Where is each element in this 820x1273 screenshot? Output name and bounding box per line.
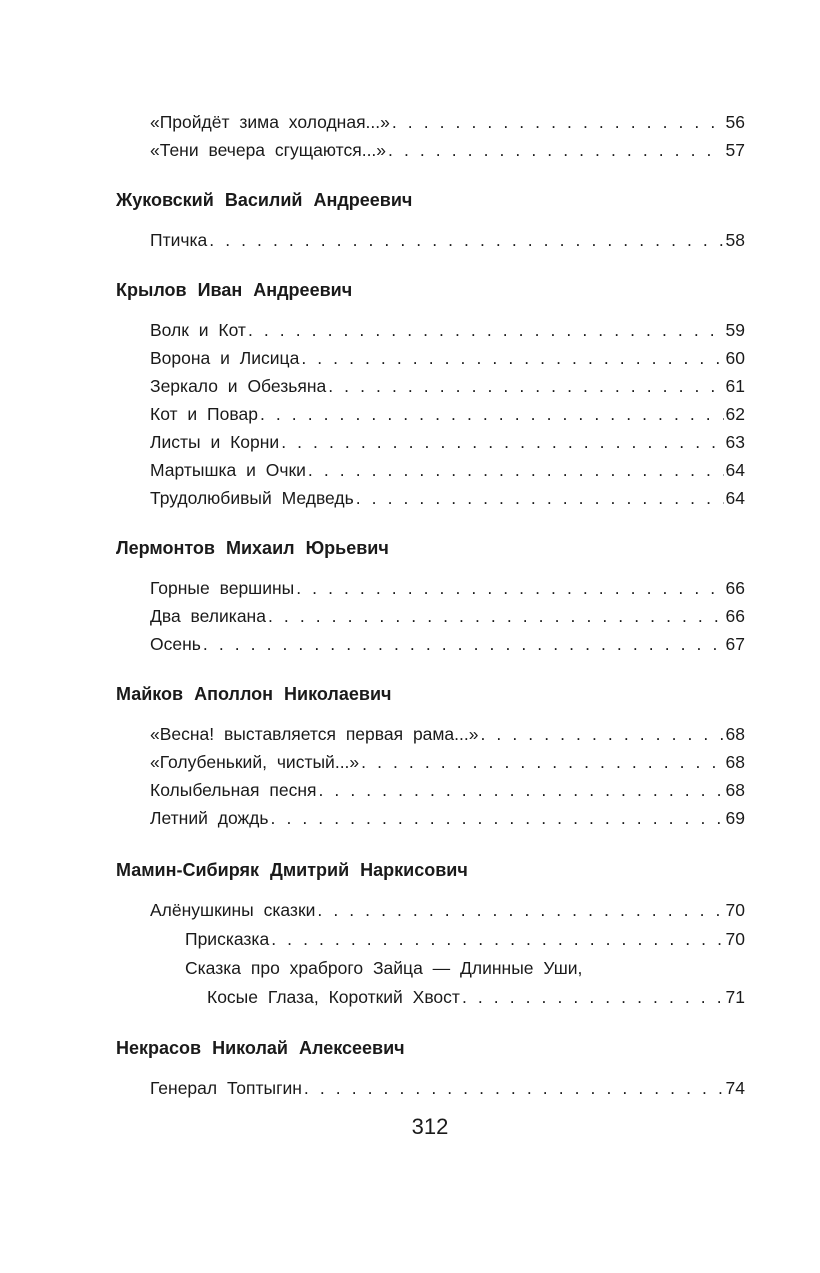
entry-page: 70	[725, 929, 745, 949]
entry-page: 57	[725, 140, 745, 160]
entry-page: 58	[725, 230, 745, 250]
dot-leader	[281, 430, 723, 454]
dot-leader	[317, 898, 723, 922]
entry-page: 68	[725, 724, 745, 744]
entry-title: Птичка	[150, 230, 208, 250]
author-heading: Мамин-Сибиряк Дмитрий Наркисович	[116, 860, 468, 880]
toc-entry[interactable]	[150, 632, 745, 656]
entry-title: Мартышка и Очки	[150, 460, 306, 480]
entry-title: «Тени вечера сгущаются...»	[150, 140, 387, 160]
entry-title: «Пройдёт зима холодная...»	[150, 112, 390, 132]
entry-title: Зеркало и Обезьяна	[150, 376, 327, 396]
dot-leader	[271, 927, 723, 951]
dot-leader	[304, 1076, 724, 1100]
dot-leader	[318, 778, 723, 802]
entry-title: Осень	[150, 634, 201, 654]
entry-title: Колыбельная песня	[150, 780, 317, 800]
page-number: 312	[411, 1114, 449, 1139]
author-heading: Лермонтов Михаил Юрьевич	[116, 538, 389, 558]
toc-entry[interactable]	[150, 138, 745, 162]
entry-title: Волк и Кот	[150, 320, 246, 340]
entry-page: 66	[725, 606, 745, 626]
entry-page: 67	[725, 634, 745, 654]
toc-entry[interactable]	[185, 956, 745, 980]
entry-title: Трудолюбивый Медведь	[150, 488, 354, 508]
dot-leader	[308, 458, 724, 482]
toc-entry[interactable]	[150, 1076, 745, 1100]
toc-entry[interactable]	[150, 722, 745, 746]
entry-page: 62	[725, 404, 745, 424]
entry-title: Листы и Корни	[150, 432, 280, 452]
entry-page: 70	[725, 900, 745, 920]
entry-page: 59	[725, 320, 745, 340]
entry-page: 60	[725, 348, 745, 368]
entry-page: 71	[725, 987, 745, 1007]
dot-leader	[301, 346, 723, 370]
entry-title: Присказка	[185, 929, 270, 949]
toc-entry[interactable]	[150, 110, 745, 134]
dot-leader	[260, 402, 724, 426]
toc-entry[interactable]	[150, 576, 745, 600]
entry-title: «Весна! выставляется первая рама...»	[150, 724, 479, 744]
entry-page: 74	[725, 1078, 745, 1098]
entry-title: Косые Глаза, Короткий Хвост	[207, 987, 460, 1007]
dot-leader	[296, 576, 723, 600]
entry-page: 64	[725, 460, 745, 480]
toc-entry[interactable]	[150, 806, 745, 830]
entry-title: Генерал Топтыгин	[150, 1078, 302, 1098]
toc-entry[interactable]	[150, 898, 745, 922]
toc-entry[interactable]	[150, 430, 745, 454]
entry-page: 63	[725, 432, 745, 452]
dot-leader	[328, 374, 723, 398]
dot-leader	[481, 722, 724, 746]
toc-entry[interactable]	[185, 927, 745, 951]
toc-entry[interactable]	[150, 318, 745, 342]
dot-leader	[388, 138, 724, 162]
entry-title: Горные вершины	[150, 578, 295, 598]
dot-leader	[268, 604, 724, 628]
entry-title: Летний дождь	[150, 808, 269, 828]
entry-page: 61	[725, 376, 745, 396]
toc-entry[interactable]	[150, 778, 745, 802]
toc-entry[interactable]	[150, 458, 745, 482]
entry-title: «Голубенький, чистый...»	[150, 752, 360, 772]
dot-leader	[271, 806, 724, 830]
author-heading: Майков Аполлон Николаевич	[116, 684, 392, 704]
author-heading: Некрасов Николай Алексеевич	[116, 1038, 405, 1058]
toc-entry[interactable]	[150, 228, 745, 252]
toc-entry[interactable]	[150, 402, 745, 426]
entry-title: Сказка про храброго Зайца — Длинные Уши,	[185, 958, 583, 978]
toc-entry[interactable]	[150, 750, 745, 774]
author-heading: Крылов Иван Андреевич	[116, 280, 353, 300]
entry-title: Два великана	[150, 606, 266, 626]
entry-page: 68	[725, 780, 745, 800]
dot-leader	[203, 632, 724, 656]
entry-page: 68	[725, 752, 745, 772]
toc-entry-continuation[interactable]	[207, 985, 745, 1009]
toc-entry[interactable]	[150, 486, 745, 510]
entry-title: Ворона и Лисица	[150, 348, 300, 368]
entry-page: 64	[725, 488, 745, 508]
dot-leader	[392, 110, 724, 134]
toc-entry[interactable]	[150, 604, 745, 628]
dot-leader	[209, 228, 723, 252]
toc-entry[interactable]	[150, 374, 745, 398]
entry-title: Алёнушкины сказки	[150, 900, 316, 920]
author-heading: Жуковский Василий Андреевич	[116, 190, 413, 210]
entry-page: 66	[725, 578, 745, 598]
entry-page: 69	[725, 808, 745, 828]
dot-leader	[361, 750, 723, 774]
dot-leader	[356, 486, 724, 510]
entry-title: Кот и Повар	[150, 404, 258, 424]
dot-leader	[462, 985, 724, 1009]
entry-page: 56	[725, 112, 745, 132]
dot-leader	[248, 318, 724, 342]
toc-entry[interactable]	[150, 346, 745, 370]
